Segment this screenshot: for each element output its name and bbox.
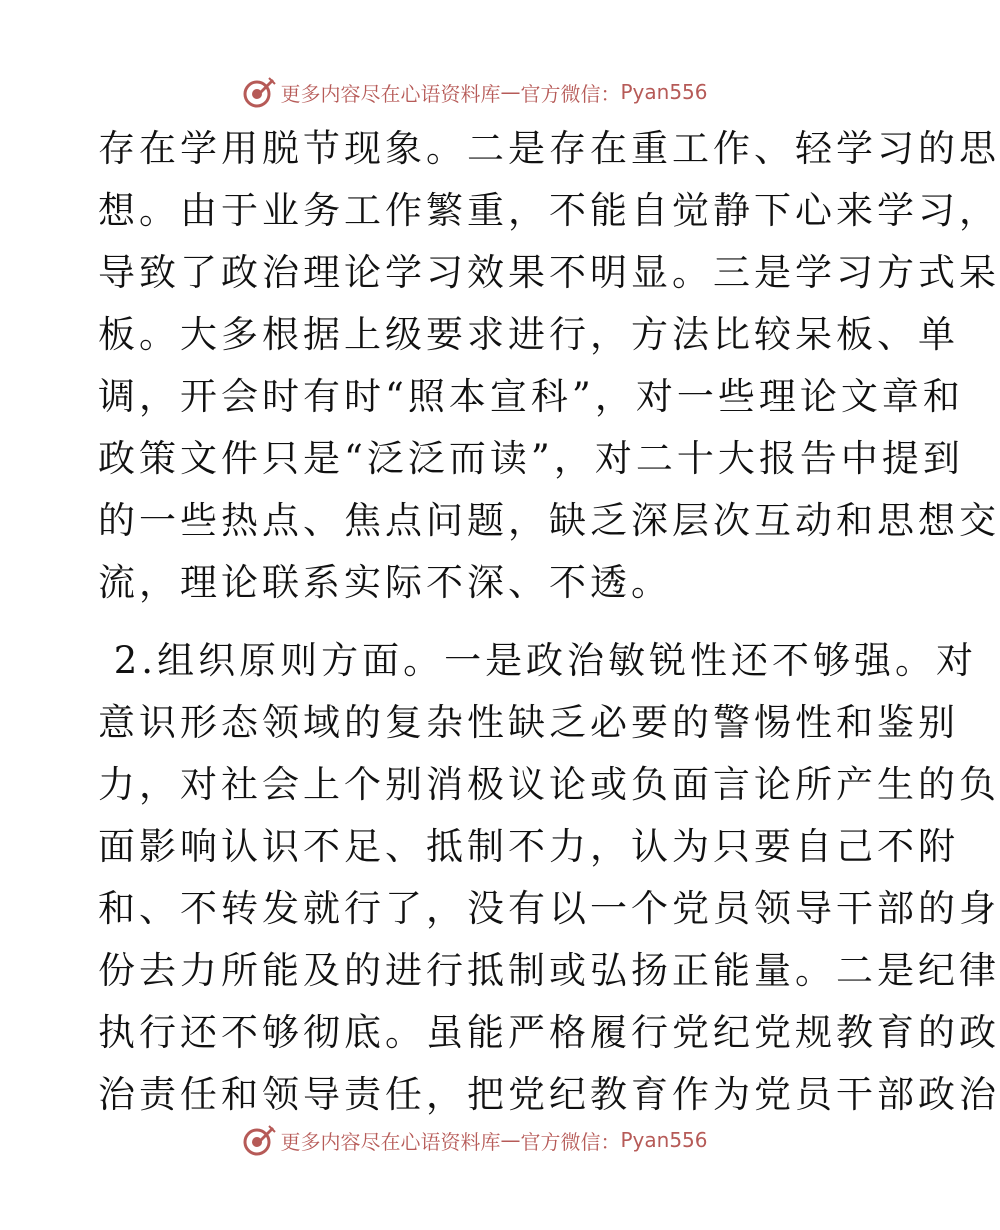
text-line: 政策文件只是“泛泛而读”，对二十大报告中提到 [98, 437, 964, 480]
text-line: 和、不转发就行了，没有以一个党员领导干部的身 [98, 887, 1000, 930]
watermark-wechat-id: Pyan556 [620, 1128, 708, 1152]
text-line: 份去力所能及的进行抵制或弘扬正能量。二是纪律 [98, 949, 1000, 992]
watermark-wechat-label: 官方微信： [520, 81, 621, 106]
paragraph-study [98, 118, 1000, 614]
text-line: 2.组织原则方面。一是政治敏锐性还不够强。对 [98, 639, 978, 682]
footer-watermark [0, 1120, 950, 1160]
watermark-separator: — [500, 80, 521, 104]
text-line: 面影响认识不足、抵制不力，认为只要自己不附 [98, 825, 959, 868]
text-line: 导致了政治理论学习效果不明显。三是学习方式呆 [98, 251, 1000, 294]
paragraph-gap [98, 614, 858, 630]
text-line: 意识形态领域的复杂性缺乏必要的警惕性和鉴别 [98, 701, 959, 744]
library-logo-icon [242, 75, 276, 109]
text-line: 执行还不够彻底。虽能严格履行党纪党规教育的政 [98, 1011, 1000, 1054]
text-line: 力，对社会上个别消极议论或负面言论所产生的负 [98, 763, 1000, 806]
watermark-site-text: 更多内容尽在心语资料库 [280, 81, 501, 106]
text-line: 板。大多根据上级要求进行，方法比较呆板、单 [98, 313, 959, 356]
text-line: 流，理论联系实际不深、不透。 [98, 561, 672, 604]
text-line: 存在学用脱节现象。二是存在重工作、轻学习的思 [98, 127, 1000, 170]
text-line: 调，开会时有时“照本宣科”，对一些理论文章和 [98, 375, 964, 418]
document-body [98, 118, 1000, 1126]
library-logo-icon [242, 1123, 276, 1157]
watermark-wechat-label: 官方微信： [520, 1129, 621, 1154]
text-line: 治责任和领导责任，把党纪教育作为党员干部政治 [98, 1073, 1000, 1116]
header-watermark [0, 72, 950, 112]
paragraph-organization-principles [98, 630, 1000, 1126]
text-line: 的一些热点、焦点问题，缺乏深层次互动和思想交 [98, 499, 1000, 542]
watermark-site-text: 更多内容尽在心语资料库 [280, 1129, 501, 1154]
watermark-wechat-id: Pyan556 [620, 80, 708, 104]
watermark-separator: — [500, 1128, 521, 1152]
text-line: 想。由于业务工作繁重，不能自觉静下心来学习， [98, 189, 1000, 232]
